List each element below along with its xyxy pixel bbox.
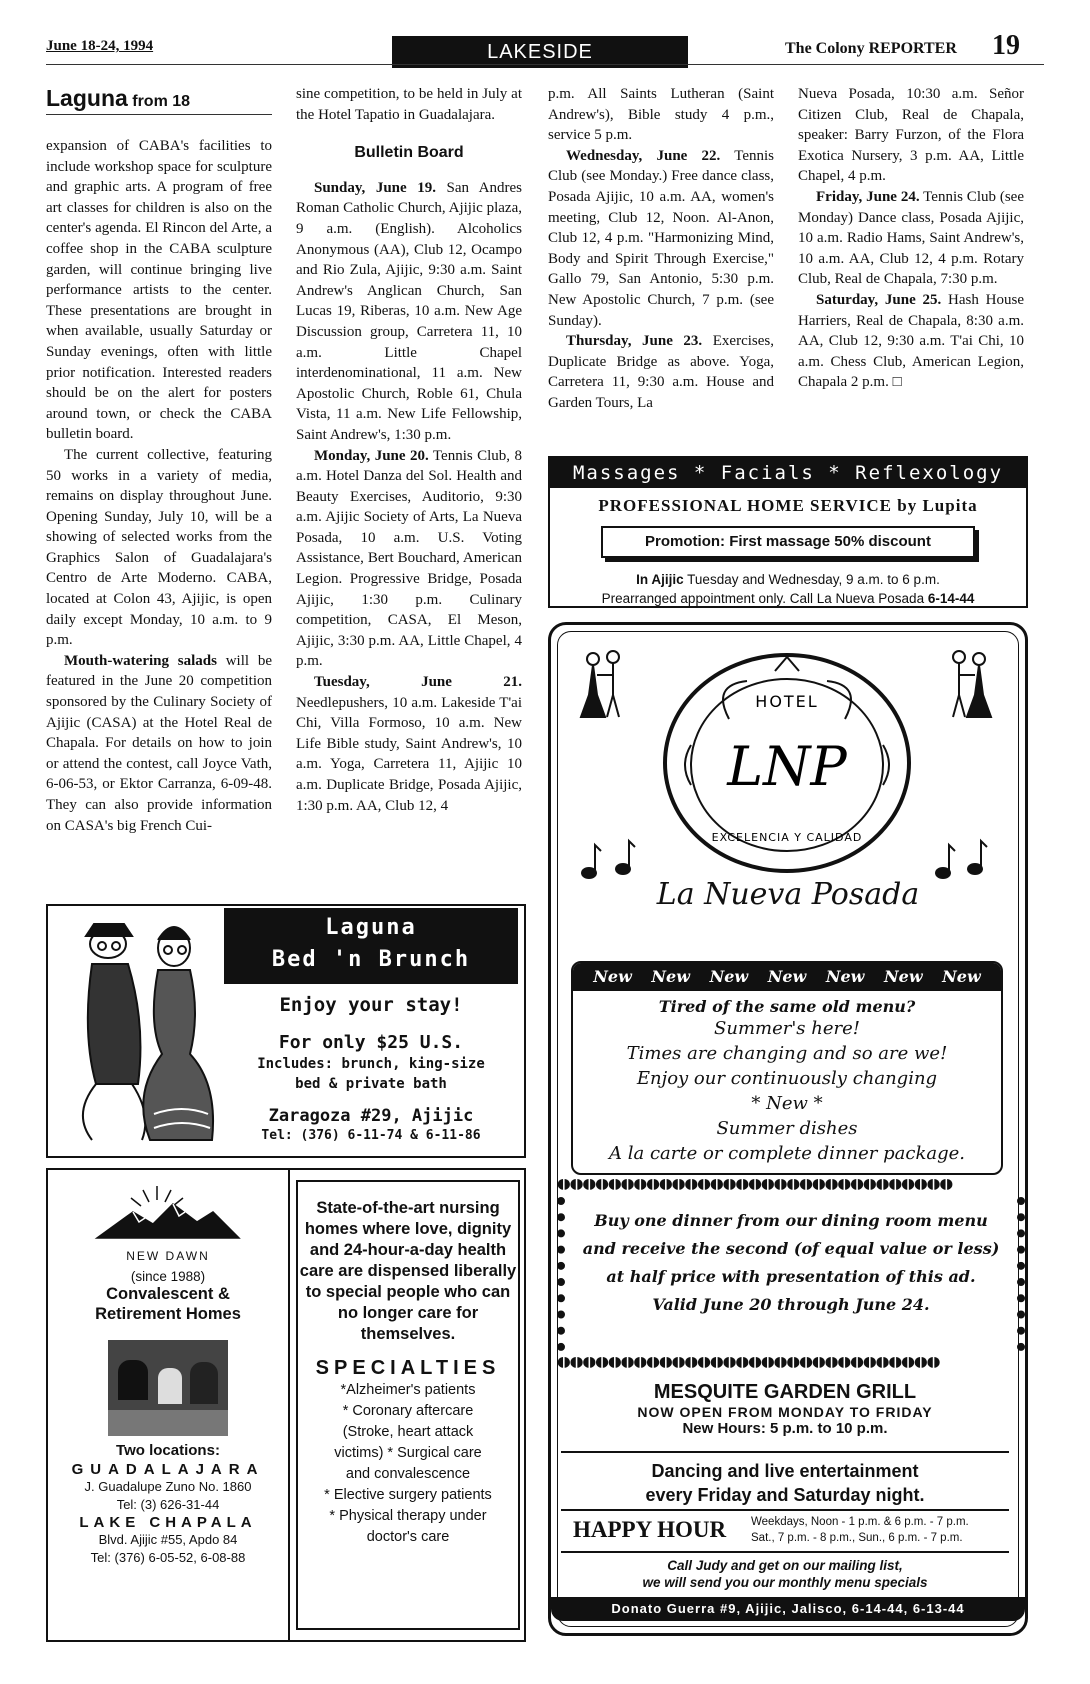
happy-hour-weekend: Sat., 7 p.m. - 8 p.m., Sun., 6 p.m. - 7 p.m.	[751, 1532, 963, 1544]
bnb-includes-2: bed & private bath	[295, 1076, 447, 1092]
paper-name: The Colony REPORTER	[785, 40, 957, 57]
bulletin-heading: Bulletin Board	[354, 144, 464, 162]
menu-line: A la carte or complete dinner package.	[609, 1143, 965, 1164]
specialty-item: * Elective surgery patients	[324, 1487, 492, 1503]
specialty-item: * Physical therapy under	[329, 1508, 487, 1524]
seal-bottom-text: EXCELENCIA Y CALIDAD	[711, 831, 863, 844]
specialty-item: (Stroke, heart attack	[342, 1424, 474, 1440]
massage-bar: Massages * Facials * Reflexology	[550, 458, 1026, 488]
posada-ad	[548, 622, 1028, 1636]
bnb-title-2: Bed 'n Brunch	[271, 947, 471, 972]
menu-headline: Tired of the same old menu?	[658, 997, 916, 1016]
happy-hour-weekdays: Weekdays, Noon - 1 p.m. & 6 p.m. - 7 p.m.	[751, 1516, 969, 1528]
menu-line: * New *	[751, 1093, 823, 1114]
kicker-jump: from 18	[132, 93, 191, 110]
specialty-item: victims) * Surgical care	[334, 1445, 482, 1461]
grill-open: NOW OPEN FROM MONDAY TO FRIDAY	[637, 1404, 933, 1420]
bulletin-entry: Thursday, June 23. Exercises, Duplicate Bridge as above. Yoga, Carretera 11, 9:30 a.m. House and Garden Tours, La	[548, 333, 774, 411]
coupon-line: Buy one dinner from our dining room menu	[594, 1211, 988, 1230]
new-dawn-city-2: LAKE CHAPALA	[79, 1514, 257, 1531]
new-dawn-ad	[46, 1168, 526, 1642]
coupon-line: Valid June 20 through June 24.	[652, 1295, 930, 1314]
happy-hour-box	[561, 1509, 1009, 1553]
bulletin-entry: p.m. All Saints Lutheran (Saint Andrew's), Bible study 4 p.m., service 5 p.m.	[548, 86, 774, 144]
dancers-left-icon	[581, 651, 619, 717]
article-paragraph	[46, 651, 272, 836]
dancing-line: every Friday and Saturday night.	[645, 1485, 925, 1505]
salads-text: will be featured in the June 20 competition sponsored by the Culinary Society of Ajijic (CASA) at the Hotel Real de Chapala. For details on how to join or attend the contest, call Joyce Vath, 6-06-53, or Ektor Carranza, 6-09-48. They can also provide information on CASA's big French Cui-	[46, 652, 272, 834]
music-notes-right-icon	[936, 841, 987, 878]
article-paragraph: The current collective, featuring 50 works in a variety of media, remains on display throughout June. Opening Sunday, July 10, will be a showing of selected works from the Graphics Salon of Guadalajara's Centro de Arte Moderno. CABA, located at Colon 43, Ajijic, is open daily except Monday, 10 a.m. to 9 p.m.	[46, 446, 272, 649]
article-paragraph: expansion of CABA's facilities to include workshop space for sculpture and graphic arts. A program of free art classes for children is also on the center's agenda. El Rincon del Arte, a coffee shop in the CABA sculpture garden, will continue bringing live performance artists to the center. These presentations are brought in when available, usually Saturday or Sunday evenings, often with little prior notification. Interested readers should be on the alert for posters around town, or check the CABA bulletin board.	[46, 138, 272, 443]
article-kicker	[46, 85, 272, 112]
bnb-ad	[46, 904, 526, 1158]
specialty-item: and convalescence	[345, 1466, 471, 1482]
grill-name: MESQUITE GARDEN GRILL	[653, 1381, 917, 1403]
coupon-line: at half price with presentation of this ad.	[606, 1267, 976, 1286]
new-dawn-specialties: SPECIALTIES	[315, 1357, 501, 1379]
bulletin-entry: Friday, June 24. Tennis Club (see Monday) Dance class, Posada Ajijic, 10 a.m. Radio Hams, Saint Andrew's, 10 a.m. AA, Club 12, 4 p.m. Rotary Club, Real de Chapala, 7:30 p.m.	[798, 188, 1024, 288]
bnb-telephone: Tel: (376) 6-11-74 & 6-11-86	[261, 1128, 481, 1143]
bulletin-entry: Nueva Posada, 10:30 a.m. Señor Citizen Club, Real de Chapala, speaker: Barry Furzon, of the Flora Exotica Nursery, 3 p.m. AA, Little Chapel, 4 p.m.	[798, 86, 1024, 185]
dancing-line: Dancing and live entertainment	[651, 1461, 919, 1481]
posada-logo-art	[561, 645, 1015, 885]
new-dawn-statement: State-of-the-art nursing homes where love, dignity and 24-hour-a-day health care are dispensed liberally to special people who can no longer care for themselves.	[299, 1199, 517, 1343]
bulletin-entry: Saturday, June 25. Hash House Harriers, Real de Chapala, 8:30 a.m. AA, Club 12, 9:30 a.m. T'ai Chi, 10 a.m. Chess Club, American Legion, Chapala 2 p.m. □	[798, 291, 1024, 391]
bulletin-entry: Tuesday, June 21. Needlepushers, 10 a.m. Lakeside T'ai Chi, Villa Formoso, 10 a.m. New Life Bible study, Saint Andrew's, 10 a.m. Yoga, Carretera 11, Ajijic 10 a.m. Duplicate Bridge, Posada Ajijic, 1:30 p.m. AA, Club 12, 4	[296, 674, 522, 814]
music-notes-left-icon	[582, 841, 635, 878]
couple-illustration	[62, 914, 222, 1146]
page-number: 19	[992, 30, 1020, 61]
massage-service: PROFESSIONAL HOME SERVICE by Lupita	[598, 496, 978, 515]
article-column-4	[798, 84, 1024, 393]
specialty-item: *Alzheimer's patients	[340, 1382, 476, 1398]
new-dawn-logo: NEW DAWN	[126, 1249, 210, 1263]
scallop-border-top: ◖◗◖◗◖◗◖◗◖◗◖◗◖◗◖◗◖◗◖◗◖◗◖◗◖◗◖◗◖◗◖◗◖◗◖◗◖◗◖◗◖◗◖◗◖◗◖◗◖◗◖◗◖◗◖◗◖◗◖◗◖◗	[557, 1177, 953, 1191]
new-bar: New New New New New New New	[573, 963, 1001, 991]
massage-appointment: Prearranged appointment only. Call La Nueva Posada 6-14-44	[601, 591, 975, 606]
bnb-address: Zaragoza #29, Ajijic	[268, 1106, 474, 1126]
bnb-includes: Includes: brunch, king-size	[257, 1056, 485, 1072]
article-column-1	[46, 136, 272, 836]
new-dawn-photo	[108, 1340, 228, 1436]
menu-line: Summer's here!	[714, 1018, 860, 1039]
seal-monogram: LNP	[727, 735, 847, 798]
hotel-seal-icon	[665, 655, 909, 871]
new-dawn-two-locations: Two locations:	[116, 1442, 220, 1459]
new-dawn-since: (since 1988)	[130, 1269, 206, 1284]
menu-line: Enjoy our continuously changing	[636, 1068, 938, 1089]
dancers-right-icon	[953, 651, 991, 717]
kicker-title: Laguna	[46, 85, 128, 111]
article-column-2	[296, 84, 522, 816]
menu-line: Summer dishes	[716, 1118, 858, 1139]
section-title: LAKESIDE	[392, 36, 688, 68]
article-paragraph: sine competition, to be held in July at the Hotel Tapatio in Guadalajara.	[296, 86, 522, 123]
bulletin-entry: Monday, June 20. Tennis Club, 8 a.m. Hotel Danza del Sol. Health and Beauty Exercises, Auditorio, 9:30 a.m. Ajijic Society of Arts, La Nueva Posada, 10 a.m. U.S. Voting Assistance, Bert Bouchard, American Legion. Progressive Bridge, Posada Ajijic, 1:30 p.m. Culinary competition, CASA, El Meson, Ajijic, 3:30 p.m. AA, Little Chapel, 4 p.m.	[296, 447, 523, 670]
bulletin-entry: Sunday, June 19. San Andres Roman Catholic Church, Ajijic plaza, 9 a.m. (English). Alcoholics Anonymous (AA), Club 12, Ocampo and Rio Zula, Ajijic, 9:30 a.m. Saint Andrew's Anglican Church, San Lucas 19, Riberas, 10 a.m. New Age Discussion group, Carretera 11, 10 a.m. Little Chapel interdenominational, 11 a.m. New Apostolic Church, Roble 61, Chula Vista, 11 a.m. New Life Fellowship, Saint Andrew's, 1:30 p.m.	[296, 179, 523, 443]
new-dawn-name-1: Convalescent &	[106, 1285, 230, 1303]
salads-lead: Mouth-watering salads	[64, 652, 217, 669]
menu-box	[571, 961, 1003, 1175]
bnb-enjoy: Enjoy your stay!	[279, 994, 463, 1016]
specialty-item: * Coronary aftercare	[342, 1403, 474, 1419]
new-dawn-address-2: Blvd. Ajijic #55, Apdo 84	[98, 1532, 238, 1547]
happy-hour-title: HAPPY HOUR	[573, 1517, 727, 1542]
posada-name: La Nueva Posada	[656, 877, 920, 912]
new-dawn-address-1: J. Guadalupe Zuno No. 1860	[84, 1479, 252, 1494]
scallop-border-bottom: ◖◗◖◗◖◗◖◗◖◗◖◗◖◗◖◗◖◗◖◗◖◗◖◗◖◗◖◗◖◗◖◗◖◗◖◗◖◗◖◗◖◗◖◗◖◗◖◗◖◗◖◗◖◗◖◗◖◗◖◗	[557, 1355, 940, 1369]
seal-top-text: HOTEL	[755, 692, 819, 711]
mailing-list-note: Call Judy and get on our mailing list, we will send you our monthly menu specials	[642, 1558, 928, 1590]
new-dawn-tel-1: Tel: (3) 626-31-44	[116, 1497, 220, 1512]
new-dawn-name-2: Retirement Homes	[95, 1305, 241, 1323]
new-dawn-right-box	[296, 1180, 520, 1630]
massage-hours: In Ajijic Tuesday and Wednesday, 9 a.m. to 6 p.m.	[636, 572, 940, 587]
coupon-box	[557, 1197, 1025, 1351]
massage-ad	[548, 456, 1028, 608]
specialty-item: doctor's care	[366, 1529, 450, 1545]
kicker-rule	[46, 114, 272, 115]
posada-address: Donato Guerra #9, Ajijic, Jalisco, 6-14-44, 6-13-44	[551, 1597, 1025, 1621]
massage-promo: Promotion: First massage 50% discount	[601, 526, 975, 558]
bulletin-entry: Wednesday, June 22. Tennis Club (see Monday.) Free dance class, Posada Ajijic, 10 a.m. AA, women's meeting, Club 12, Noon. Al-Anon, Club 12, 4 p.m. "Harmonizing Mind, Body and Spirit Through Exercise," Gallo 79, San Antonio, 5:30 p.m. New Apostolic Church, 7 p.m. (see Sunday).	[548, 147, 774, 329]
bnb-title-1: Laguna	[325, 915, 417, 940]
bnb-title-bar	[224, 908, 518, 984]
article-column-3	[548, 84, 774, 414]
issue-date: June 18-24, 1994	[46, 38, 154, 54]
new-dawn-city-1: GUADALAJARA	[71, 1461, 265, 1478]
dancing-section	[561, 1451, 1009, 1507]
header-rule	[46, 64, 1044, 65]
new-dawn-tel-2: Tel: (376) 6-05-52, 6-08-88	[90, 1550, 246, 1565]
menu-line: Times are changing and so are we!	[626, 1043, 948, 1064]
coupon-line: and receive the second (of equal value or less)	[582, 1239, 1000, 1258]
new-dawn-right	[288, 1170, 526, 1640]
grill-hours: New Hours: 5 p.m. to 10 p.m.	[682, 1420, 888, 1437]
grill-section	[561, 1381, 1009, 1437]
bnb-price: For only $25 U.S.	[278, 1032, 464, 1053]
new-dawn-left	[48, 1170, 288, 1640]
mountains-sun-icon	[93, 1182, 243, 1248]
end-mark-icon: □	[892, 374, 902, 391]
